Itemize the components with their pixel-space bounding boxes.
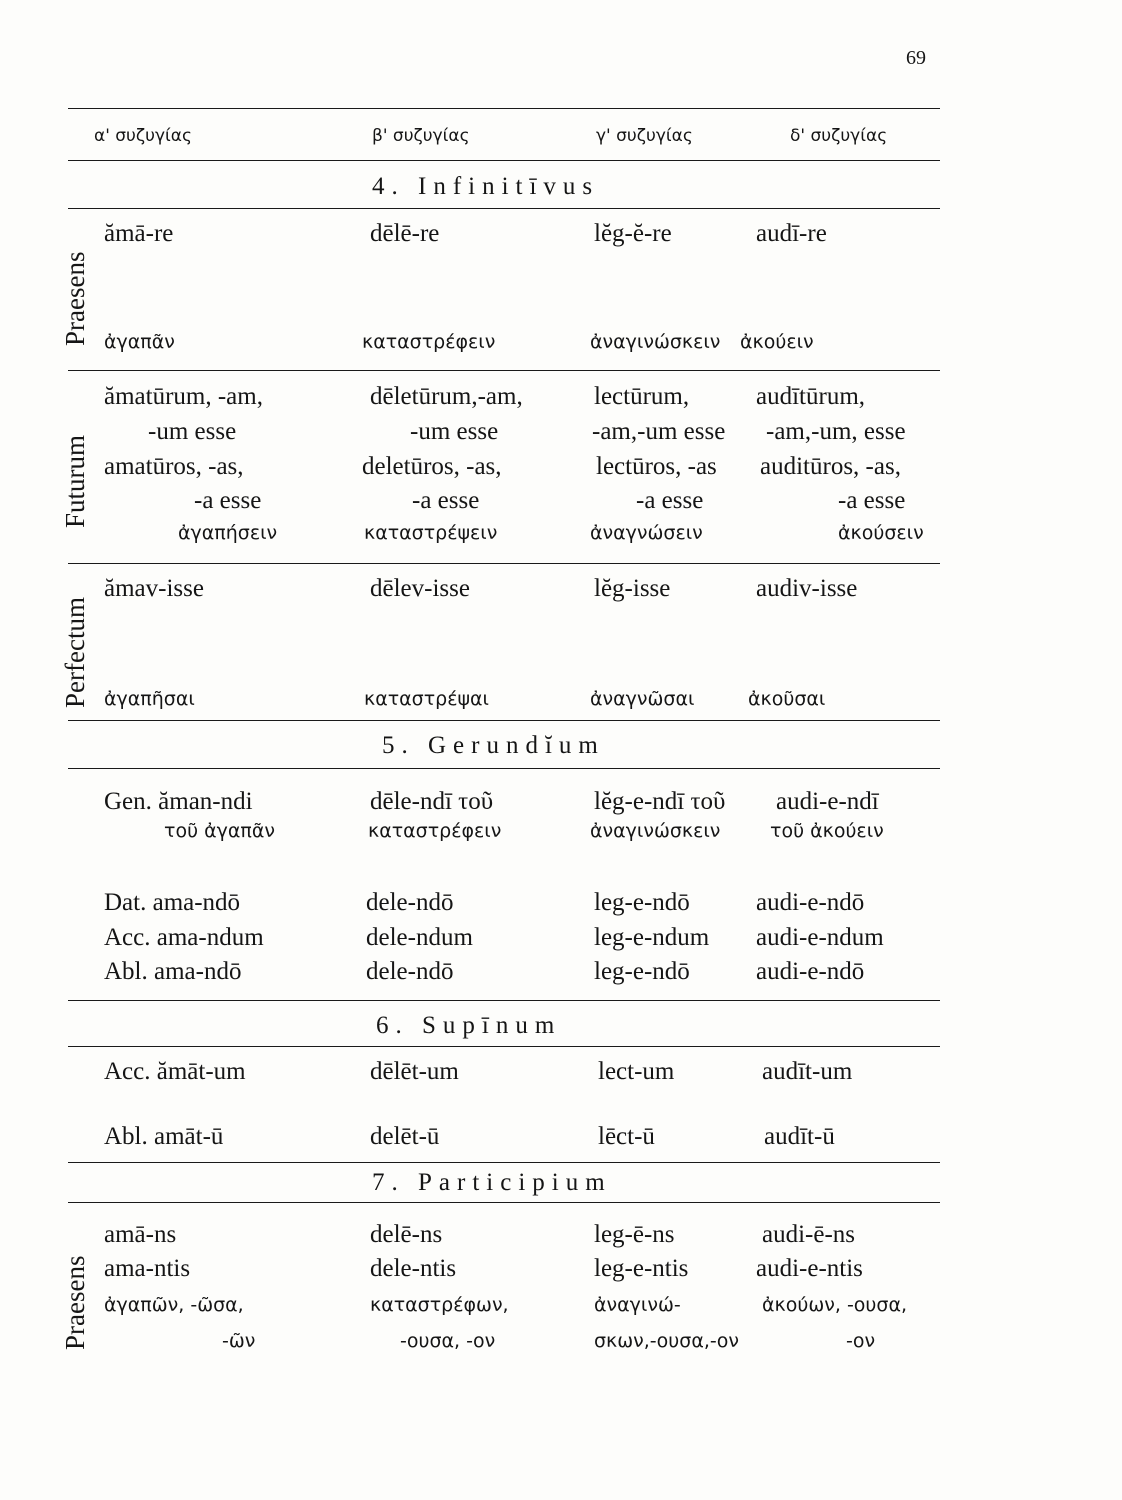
page-number: 69: [906, 47, 926, 69]
inf-futurum-r4-3: -a esse: [636, 487, 704, 514]
part-greek2-1: -ῶν: [222, 1330, 256, 1352]
rule-infinitivus: [68, 208, 940, 209]
inf-futurum-r2-1: -um esse: [148, 418, 237, 445]
inf-futurum-r3-4: auditūros, -as,: [760, 453, 901, 480]
header-col-3: γ' συζυγίας: [596, 126, 693, 146]
gerund-gen-1: Gen. ăman-ndi: [104, 788, 253, 815]
side-label-perfectum: Perfectum: [60, 597, 90, 708]
inf-praesens-3: lĕg-ĕ-re: [594, 220, 672, 247]
section-supinum: 6. Supīnum: [376, 1012, 562, 1039]
inf-futurum-r2-4: -am,-um, esse: [766, 418, 906, 445]
header-col-4: δ' συζυγίας: [790, 126, 888, 146]
supinum-abl-1: Abl. amāt-ū: [104, 1123, 224, 1150]
inf-futurum-r3-1: amatūros, -as,: [104, 453, 244, 480]
inf-futurum-r1-2: dēletūrum,-am,: [370, 383, 523, 410]
supinum-abl-3: lēct-ū: [598, 1123, 655, 1150]
rule-top: [68, 108, 940, 109]
supinum-acc-4: audīt-um: [762, 1058, 853, 1085]
rule-participium: [68, 1202, 940, 1203]
gerund-abl-3: leg-e-ndō: [594, 958, 690, 985]
inf-perfectum-greek-4: ἀκοῦσαι: [748, 688, 826, 710]
rule-header: [68, 160, 940, 161]
gerund-dat-3: leg-e-ndō: [594, 889, 690, 916]
part-gen-3: leg-e-ntis: [594, 1255, 689, 1282]
inf-perfectum-1: ămav-isse: [104, 575, 204, 602]
gerund-dat-2: dele-ndō: [366, 889, 454, 916]
inf-futurum-greek-2: καταστρέψειν: [364, 522, 498, 544]
inf-praesens-greek-3: ἀναγινώσκειν: [590, 331, 721, 353]
inf-perfectum-2: dēlev-isse: [370, 575, 470, 602]
gerund-acc-1: Acc. ama-ndum: [104, 924, 264, 951]
rule-perfectum: [68, 720, 940, 721]
inf-praesens-greek-1: ἀγαπᾶν: [104, 331, 175, 353]
inf-futurum-r4-2: -a esse: [412, 487, 480, 514]
inf-perfectum-greek-1: ἀγαπῆσαι: [104, 688, 195, 710]
part-nom-1: amā-ns: [104, 1221, 177, 1248]
gerund-gen-2: dēle-ndī τοῦ: [370, 788, 494, 815]
gerund-acc-4: audi-e-ndum: [756, 924, 884, 951]
section-infinitivus: 4. Infinitīvus: [372, 173, 600, 200]
section-participium: 7. Participium: [372, 1169, 612, 1196]
part-gen-1: ama-ntis: [104, 1255, 191, 1282]
inf-futurum-r1-1: ămatūrum, -am,: [104, 383, 263, 410]
gerund-gen-greek-1: τοῦ ἀγαπᾶν: [164, 820, 275, 842]
gerund-dat-1: Dat. ama-ndō: [104, 889, 241, 916]
rule-praesens: [68, 370, 940, 371]
inf-futurum-r4-1: -a esse: [194, 487, 262, 514]
supinum-abl-2: delēt-ū: [370, 1123, 440, 1150]
part-nom-3: leg-ē-ns: [594, 1221, 675, 1248]
supinum-acc-3: lect-um: [598, 1058, 675, 1085]
rule-supinum: [68, 1046, 940, 1047]
inf-perfectum-3: lĕg-isse: [594, 575, 671, 602]
gerund-gen-3: lĕg-e-ndī τοῦ: [594, 788, 726, 815]
gerund-abl-1: Abl. ama-ndō: [104, 958, 242, 985]
gerund-acc-3: leg-e-ndum: [594, 924, 710, 951]
gerund-abl-4: audi-e-ndō: [756, 958, 865, 985]
gerund-gen-greek-3: ἀναγινώσκειν: [590, 820, 721, 842]
rule-supinum-end: [68, 1162, 940, 1163]
part-greek1-4: ἀκούων, -ουσα,: [762, 1294, 908, 1316]
rule-gerundium: [68, 768, 940, 769]
part-greek1-3: ἀναγινώ-: [594, 1294, 681, 1316]
gerund-gen-greek-2: καταστρέφειν: [368, 820, 502, 842]
gerund-acc-2: dele-ndum: [366, 924, 473, 951]
gerund-abl-2: dele-ndō: [366, 958, 454, 985]
supinum-abl-4: audīt-ū: [764, 1123, 835, 1150]
inf-perfectum-greek-3: ἀναγνῶσαι: [590, 688, 695, 710]
rule-gerundium-end: [68, 1000, 940, 1001]
part-nom-4: audi-ē-ns: [762, 1221, 856, 1248]
supinum-acc-2: dēlēt-um: [370, 1058, 459, 1085]
inf-praesens-4: audī-re: [756, 220, 827, 247]
inf-futurum-r4-4: -a esse: [838, 487, 906, 514]
side-label-praesens: Praesens: [60, 251, 90, 346]
inf-futurum-r3-2: deletūros, -as,: [362, 453, 502, 480]
supinum-acc-1: Acc. ămāt-um: [104, 1058, 246, 1085]
part-greek2-4: -ον: [846, 1330, 876, 1352]
part-greek2-2: -ουσα, -ον: [400, 1330, 496, 1352]
gerund-dat-4: audi-e-ndō: [756, 889, 865, 916]
inf-futurum-r2-2: -um esse: [410, 418, 499, 445]
inf-praesens-greek-4: ἀκούειν: [740, 331, 814, 353]
gerund-gen-greek-4: τοῦ ἀκούειν: [770, 820, 884, 842]
rule-futurum: [68, 563, 940, 564]
inf-futurum-greek-3: ἀναγνώσειν: [590, 522, 703, 544]
header-col-1: α' συζυγίας: [94, 126, 192, 146]
side-label-praesens-part: Praesens: [60, 1255, 90, 1350]
inf-perfectum-4: audiv-isse: [756, 575, 858, 602]
inf-perfectum-greek-2: καταστρέψαι: [364, 688, 489, 710]
inf-praesens-2: dēlē-re: [370, 220, 440, 247]
section-gerundium: 5. Gerundĭum: [382, 732, 605, 759]
gerund-gen-4: audi-e-ndī: [776, 788, 879, 815]
inf-futurum-r3-3: lectūros, -as: [596, 453, 717, 480]
part-gen-4: audi-e-ntis: [756, 1255, 863, 1282]
inf-futurum-greek-1: ἀγαπήσειν: [178, 522, 278, 544]
inf-futurum-r2-3: -am,-um esse: [592, 418, 726, 445]
part-greek1-1: ἀγαπῶν, -ῶσα,: [104, 1294, 244, 1316]
part-greek2-3: σκων,-ουσα,-ον: [594, 1330, 739, 1352]
part-nom-2: delē-ns: [370, 1221, 443, 1248]
inf-futurum-r1-4: audītūrum,: [756, 383, 866, 410]
part-gen-2: dele-ntis: [370, 1255, 457, 1282]
side-label-futurum: Futurum: [60, 434, 90, 528]
inf-praesens-1: ămā-re: [104, 220, 174, 247]
header-col-2: β' συζυγίας: [372, 126, 470, 146]
inf-praesens-greek-2: καταστρέφειν: [362, 331, 496, 353]
inf-futurum-r1-3: lectūrum,: [594, 383, 690, 410]
inf-futurum-greek-4: ἀκούσειν: [838, 522, 924, 544]
part-greek1-2: καταστρέφων,: [370, 1294, 509, 1316]
